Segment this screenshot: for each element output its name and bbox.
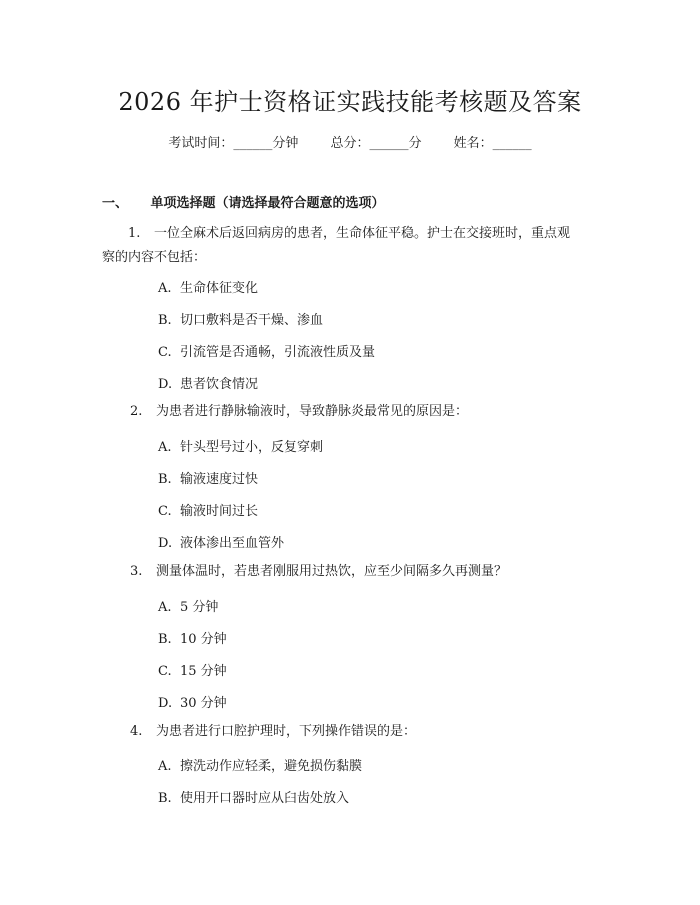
option-text: 使用开口器时应从臼齿处放入: [180, 791, 350, 806]
option-text: 输液速度过快: [180, 472, 259, 487]
option-letter: B.: [158, 791, 172, 806]
option-letter: A.: [158, 440, 172, 455]
option-letter: B.: [158, 472, 172, 487]
option-letter: A.: [158, 281, 172, 296]
question-number: 4.: [130, 724, 143, 739]
question-text: 为患者进行静脉输液时，导致静脉炎最常见的原因是：: [156, 404, 469, 419]
section-title: 单项选择题（请选择最符合题意的选项）: [150, 196, 385, 211]
option-letter: A.: [158, 600, 172, 615]
question-4: [130, 720, 416, 744]
option-item: [158, 468, 258, 487]
option-item: [158, 373, 258, 392]
total-score-field: 总分：______分: [330, 136, 422, 151]
option-item: [158, 692, 227, 711]
exam-meta: [0, 132, 700, 151]
option-item: [158, 500, 258, 519]
option-text: 切口敷料是否干燥、渗血: [180, 313, 324, 328]
option-letter: C.: [158, 504, 172, 519]
option-text: 10 分钟: [180, 632, 227, 647]
section-heading: [102, 192, 385, 211]
question-1-line1: [128, 222, 570, 246]
page-title: 2026 年护士资格证实践技能考核题及答案: [118, 88, 582, 116]
question-number: 2.: [130, 404, 143, 419]
option-text: 生命体征变化: [180, 281, 259, 296]
option-item: [158, 660, 227, 679]
question-1-line2: 察的内容不包括：: [102, 250, 207, 265]
option-letter: A.: [158, 759, 172, 774]
option-text: 针头型号过小，反复穿刺: [180, 440, 324, 455]
option-text: 擦洗动作应轻柔，避免损伤黏膜: [180, 759, 363, 774]
option-letter: C.: [158, 345, 172, 360]
option-item: [158, 596, 218, 615]
option-letter: D.: [158, 536, 173, 551]
option-letter: B.: [158, 632, 172, 647]
option-text: 30 分钟: [180, 696, 227, 711]
option-text: 15 分钟: [180, 664, 227, 679]
question-text: 测量体温时，若患者刚服用过热饮，应至少间隔多久再测量？: [156, 564, 508, 579]
option-item: [158, 436, 323, 455]
question-number: 1.: [128, 226, 141, 241]
question-3: [130, 560, 507, 584]
option-item: [158, 532, 284, 551]
option-text: 引流管是否通畅，引流液性质及量: [180, 345, 376, 360]
option-item: [158, 787, 349, 806]
section-number: 一、: [102, 196, 129, 211]
option-item: [158, 341, 375, 360]
option-letter: D.: [158, 696, 173, 711]
option-text: 患者饮食情况: [180, 377, 259, 392]
option-text: 5 分钟: [180, 600, 219, 615]
option-text: 液体渗出至血管外: [180, 536, 285, 551]
option-item: [158, 309, 323, 328]
option-item: [158, 755, 362, 774]
question-2: [130, 400, 468, 424]
question-text: 为患者进行口腔护理时，下列操作错误的是：: [156, 724, 417, 739]
option-letter: C.: [158, 664, 172, 679]
question-text: 一位全麻术后返回病房的患者，生命体征平稳。护士在交接班时，重点观: [154, 226, 571, 241]
option-letter: B.: [158, 313, 172, 328]
question-number: 3.: [130, 564, 143, 579]
exam-time-field: 考试时间：______分钟: [168, 136, 299, 151]
option-text: 输液时间过长: [180, 504, 259, 519]
option-item: [158, 628, 227, 647]
student-name-field: 姓名：______: [453, 136, 532, 151]
option-item: [158, 277, 258, 296]
option-letter: D.: [158, 377, 173, 392]
